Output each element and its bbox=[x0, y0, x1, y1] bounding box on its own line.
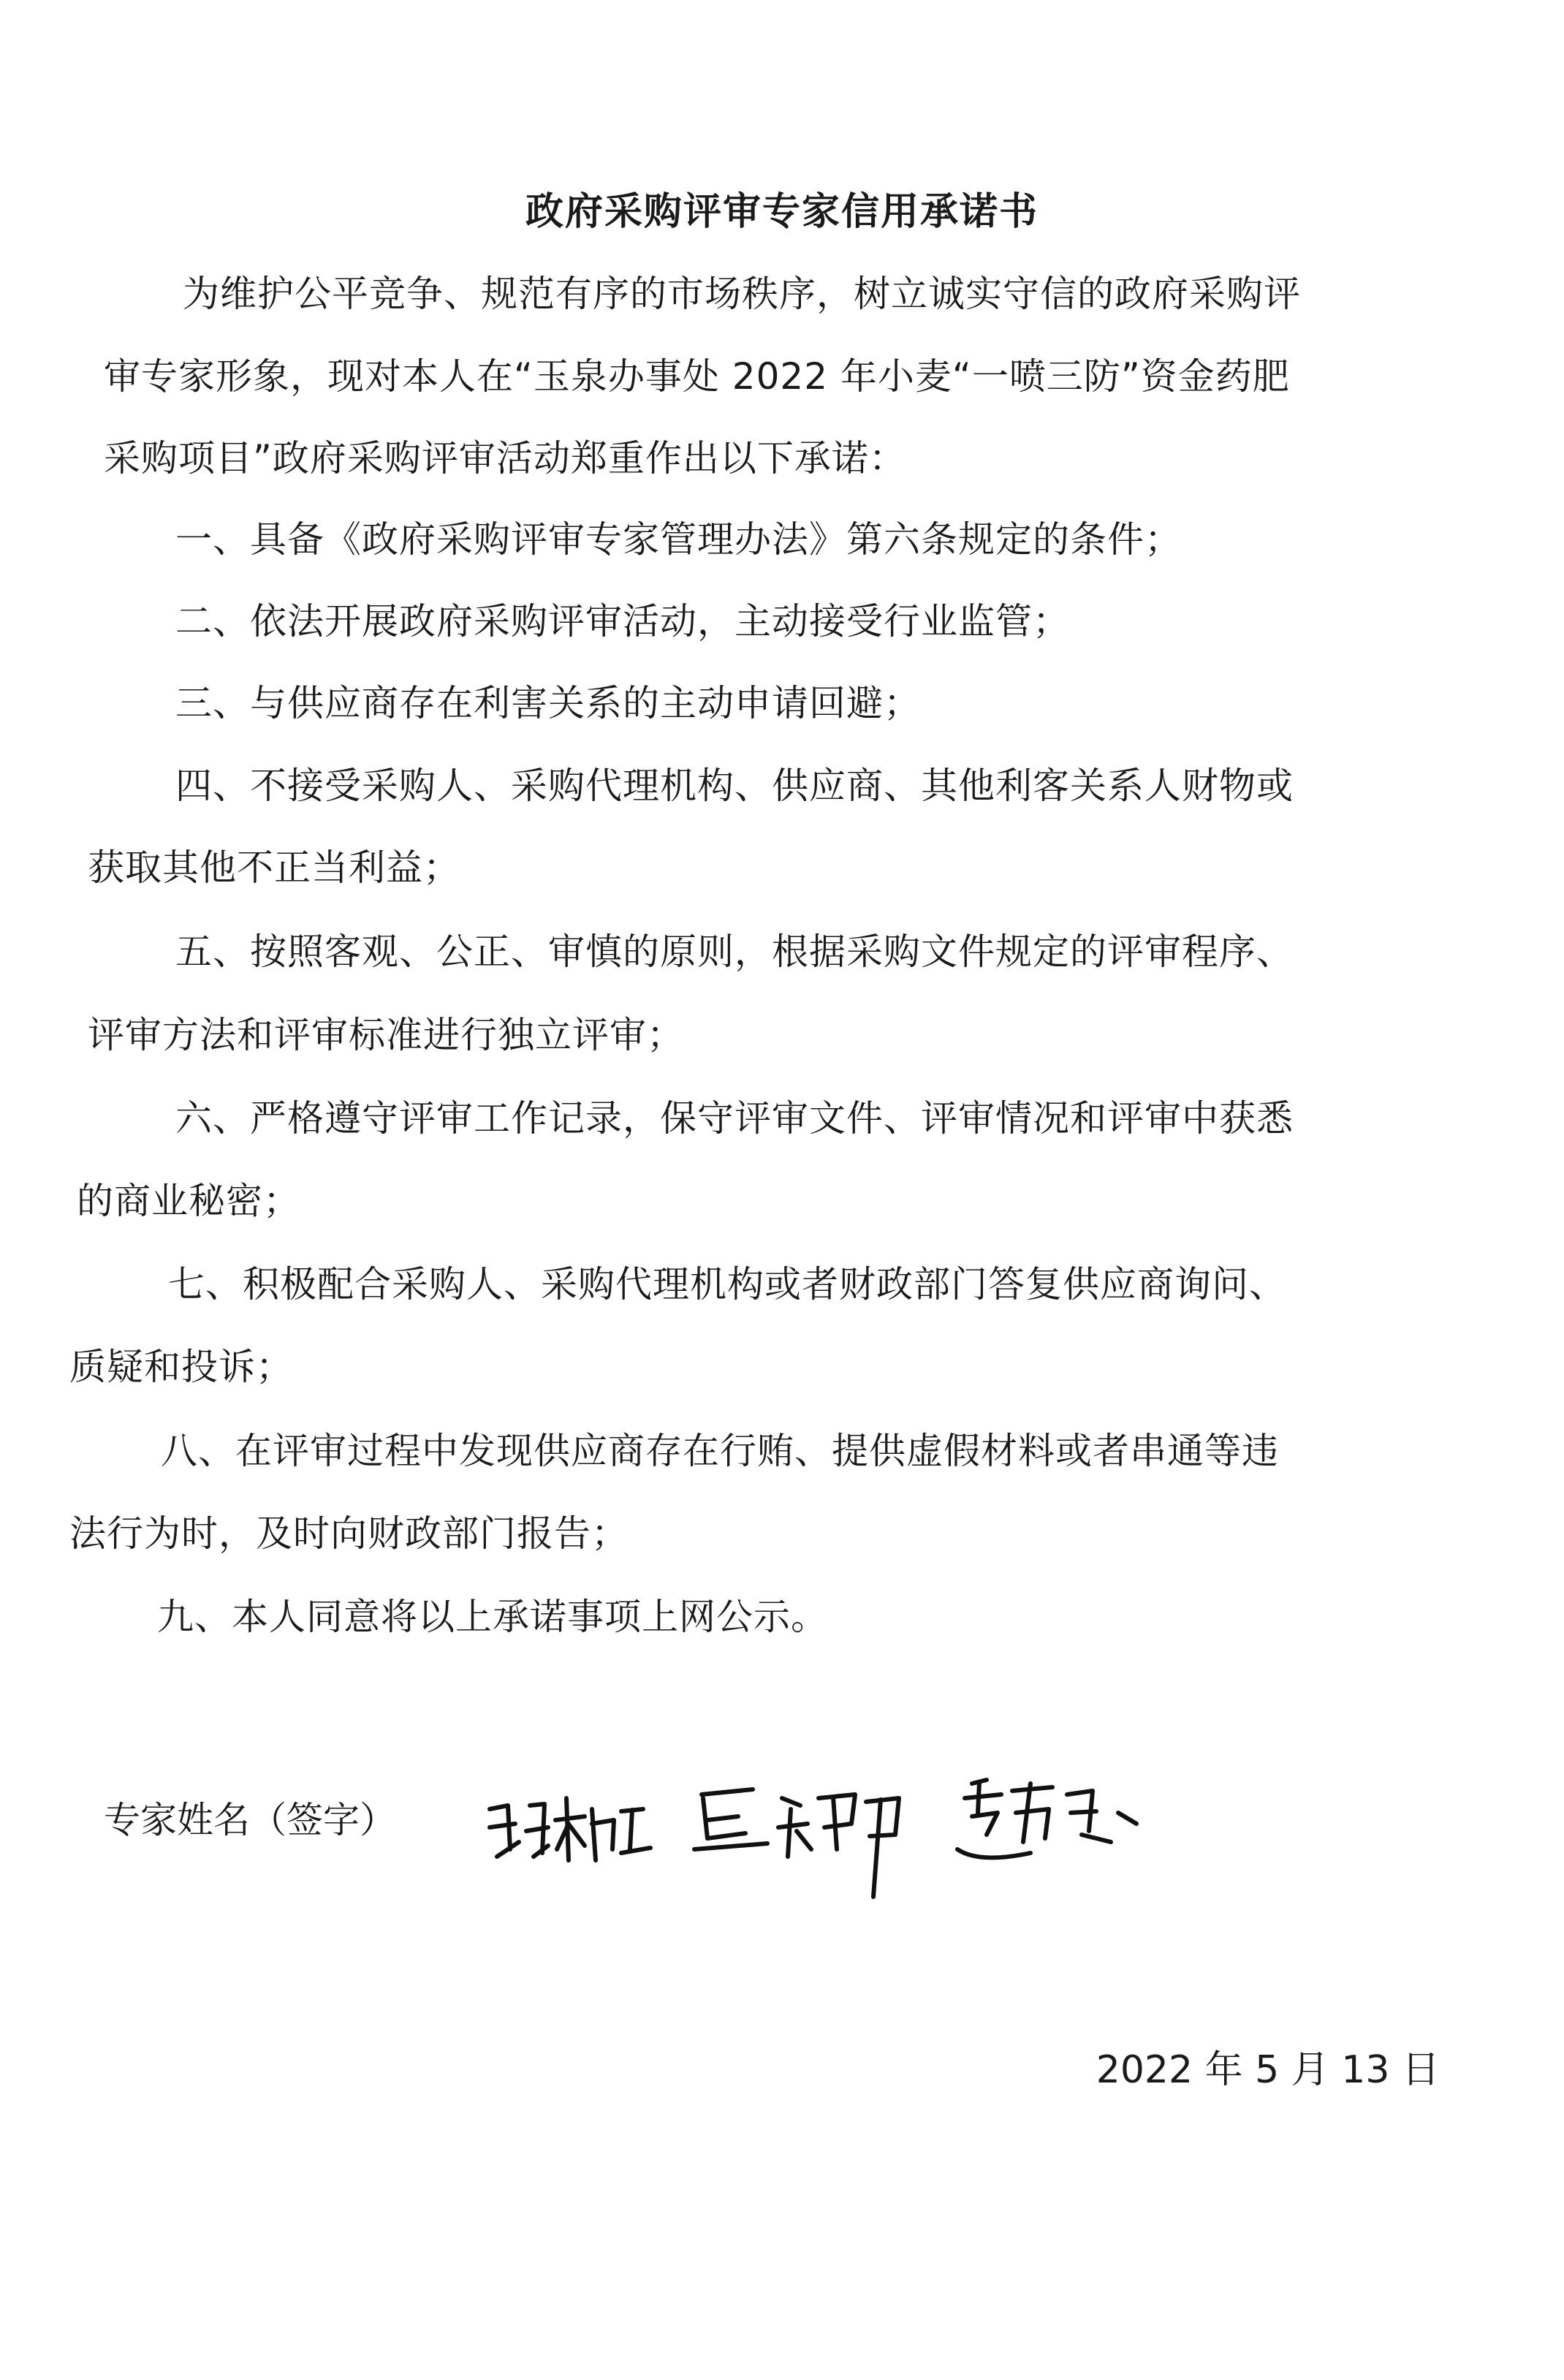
signature-3 bbox=[957, 1780, 1136, 1857]
commitment-item-3: 三、与供应商存在利害关系的主动申请回避； bbox=[175, 682, 921, 724]
commitment-item-1: 一、具备《政府采购评审专家管理办法》第六条规定的条件； bbox=[175, 518, 1182, 561]
paragraph-intro-line-1: 为维护公平竞争、规范有序的市场秩序，树立诚实守信的政府采购评 bbox=[183, 273, 1301, 315]
commitment-item-2: 二、依法开展政府采购评审活动，主动接受行业监管； bbox=[175, 600, 1070, 643]
commitment-item-5-line-1: 五、按照客观、公正、审慎的原则，根据采购文件规定的评审程序、 bbox=[175, 931, 1294, 973]
handwritten-signatures bbox=[475, 1740, 1206, 1908]
signature-label: 专家姓名（签字） bbox=[104, 1799, 396, 1841]
commitment-item-7-line-2: 质疑和投诉； bbox=[69, 1346, 293, 1388]
document-date: 2022 年 5 月 13 日 bbox=[1096, 2048, 1440, 2092]
signature-1 bbox=[490, 1798, 650, 1860]
commitment-item-5-line-2: 评审方法和评审标准进行独立评审； bbox=[88, 1014, 684, 1056]
commitment-item-4-line-1: 四、不接受采购人、采购代理机构、供应商、其他利客关系人财物或 bbox=[175, 765, 1294, 807]
commitment-item-8-line-2: 法行为时，及时向财政部门报告； bbox=[69, 1512, 629, 1555]
paragraph-intro-line-3: 采购项目”政府采购评审活动郑重作出以下承诺： bbox=[104, 437, 906, 480]
commitment-item-9: 九、本人同意将以上承诺事项上网公示。 bbox=[157, 1596, 828, 1638]
document-title: 政府采购评审专家信用承诺书 bbox=[525, 190, 1039, 234]
commitment-item-6-line-2: 的商业秘密； bbox=[77, 1180, 300, 1222]
paragraph-intro-line-2: 审专家形象，现对本人在“玉泉办事处 2022 年小麦“一喷三防”资金药肥 bbox=[104, 355, 1290, 398]
signature-2 bbox=[694, 1789, 899, 1897]
commitment-item-6-line-1: 六、严格遵守评审工作记录，保守评审文件、评审情况和评审中获悉 bbox=[175, 1097, 1294, 1140]
commitment-item-8-line-1: 八、在评审过程中发现供应商存在行贿、提供虚假材料或者串通等违 bbox=[161, 1430, 1279, 1472]
commitment-item-7-line-1: 七、积极配合采购人、采购代理机构或者财政部门答复供应商询问、 bbox=[168, 1263, 1286, 1305]
commitment-item-4-line-2: 获取其他不正当利益； bbox=[88, 846, 460, 889]
